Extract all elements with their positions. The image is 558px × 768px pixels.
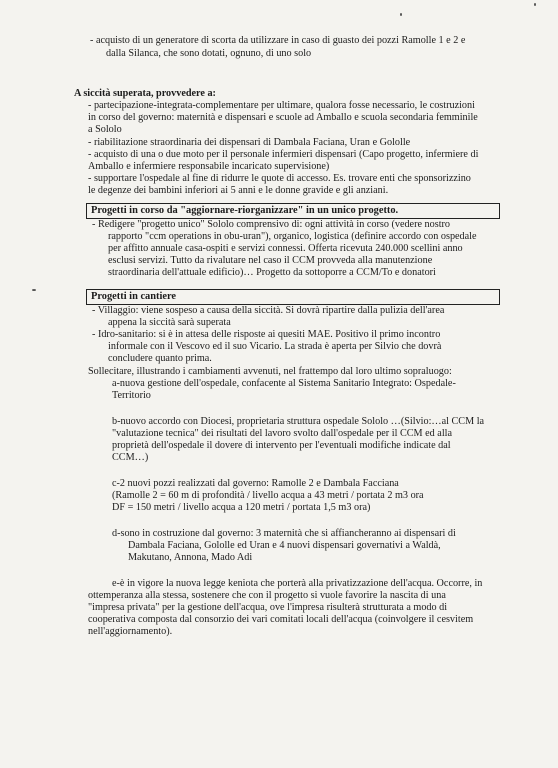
- cantiere-item: concludere quanto prima.: [108, 353, 212, 364]
- sollecitare-line: Sollecitare, illustrando i cambiamenti avvenuti, nel frattempo dal loro ultimo sopraluogo:: [88, 366, 452, 377]
- progetti-corso-line: straordinaria dell'attuale edificio)… Progetto da sottoporre a CCM/To e donatori: [108, 267, 436, 278]
- generator-item: - acquisto di un generatore di scorta da utilizzare in caso di guasto dei pozzi Ramolle 1 e 2 e: [90, 35, 466, 46]
- point-e: e-è in vigore la nuova legge keniota che porterà alla privatizzazione dell'acqua. Occorre, in: [112, 578, 483, 589]
- siccita-line: in corso del governo: maternità e dispensari e scuole ad Amballo e scuola secondaria femminile: [88, 112, 478, 123]
- siccita-line: - riabilitazione straordinaria dei dispensari di Dambala Faciana, Uran e Gololle: [88, 137, 411, 148]
- progetti-corso-title: Progetti in corso da "aggiornare-riorganizzare" in un unico progetto.: [91, 205, 399, 216]
- cantiere-item: informale con il Vescovo ed il suo Vicario. La strada è aperta per Silvio che dovrà: [108, 341, 442, 352]
- point-b: "valutazione tecnica" dei risultati del lavoro svolto dall'ospedale per il CCM ed alla: [112, 428, 453, 439]
- siccita-heading: A siccità superata, provvedere a:: [74, 88, 216, 99]
- progetti-corso-line: esclusi servizi. Tutto da rivalutare nel caso il CCM provveda alla manutenzione: [108, 255, 433, 266]
- point-d: Dambala Faciana, Gololle ed Uran e 4 nuovi dispensari governativi a Waldà,: [128, 540, 441, 551]
- cantiere-item: appena la siccità sarà superata: [108, 317, 231, 328]
- siccita-line: - acquisto di una o due moto per il personale infermieri dispensari (Capo progetto, infermiere di: [88, 149, 479, 160]
- cantiere-item: - Idro-sanitario: si è in attesa delle risposte ai quesiti MAE. Positivo il primo incontro: [92, 329, 441, 340]
- scan-speck: [400, 13, 402, 16]
- point-e: "impresa privata" per la gestione dell'acqua, ove l'impresa risulterà strutturata a modo di: [88, 602, 448, 613]
- cantiere-item: - Villaggio: viene sospeso a causa della siccità. Si dovrà ripartire dalla pulizia dell'area: [92, 305, 445, 316]
- siccita-line: le degenze dei bambini inferiori ai 5 anni e le donne gravide e gli anziani.: [88, 185, 389, 196]
- point-c: DF = 150 metri / livello acqua a 120 metri / portata 1,5 m3 ora): [112, 502, 371, 513]
- progetti-cantiere-header: [86, 289, 500, 305]
- generator-item-cont: dalla Silanca, che sono dotati, ognuno, di uno solo: [106, 48, 312, 59]
- point-c: c-2 nuovi pozzi realizzati dal governo: Ramolle 2 e Dambala Facciana: [112, 478, 399, 489]
- siccita-line: - partecipazione-integrata-complementare per ultimare, qualora fosse necessario, le costruzioni: [88, 100, 475, 111]
- point-e: ottemperanza alla stessa, sostenere che con il progetto si vuole favorire la nascita di una: [88, 590, 446, 601]
- point-d: Makutano, Annona, Mado Adi: [128, 552, 253, 563]
- point-c: (Ramolle 2 = 60 m di profondità / livello acqua a 43 metri / portata 2 m3 ora: [112, 490, 424, 501]
- progetti-corso-line: rapporto "ccm operations in obu-uran"), organico, logistica (definire accordo con ospedale: [108, 231, 477, 242]
- progetti-corso-line: - Redigere "progetto unico" Sololo comprensivo di: ogni attività in corso (vedere nostro: [92, 219, 451, 230]
- point-a: Territorio: [112, 390, 151, 401]
- siccita-line: - supportare l'ospedale al fine di ridurre le quote di accesso. Es. trovare enti che sponsorizzino: [88, 173, 471, 184]
- scan-speck: [534, 3, 536, 6]
- point-b: b-nuovo accordo con Diocesi, proprietaria struttura ospedale Sololo …(Silvio:…al CCM la: [112, 416, 485, 427]
- point-b: proprietà dell'ospedale il dovere di intervento per l'eventuali modifiche indicate dal: [112, 440, 451, 451]
- progetti-corso-line: per affitto annuale casa-ospiti e servizi connessi. Offerta ricevuta 240.000 scellini anno: [108, 243, 463, 254]
- progetti-corso-header: [86, 203, 500, 219]
- siccita-line: a Sololo: [88, 124, 122, 135]
- point-d: d-sono in costruzione dal governo: 3 maternità che si affiancheranno ai dispensari di: [112, 528, 456, 539]
- point-a: a-nuova gestione dell'ospedale, confacente al Sistema Sanitario Integrato: Ospedale-: [112, 378, 456, 389]
- progetti-cantiere-title: Progetti in cantiere: [91, 291, 177, 302]
- point-e: cooperativa composta dal consorzio dei vari comitati locali dell'acqua (coinvolgere il cesvitem: [88, 614, 474, 625]
- siccita-line: Amballo e infermiere responsabile incaricato supervisione): [88, 161, 330, 172]
- point-e: nell'aggiornamento).: [88, 626, 173, 637]
- point-b: CCM…): [112, 452, 149, 463]
- scan-speck: [32, 289, 36, 291]
